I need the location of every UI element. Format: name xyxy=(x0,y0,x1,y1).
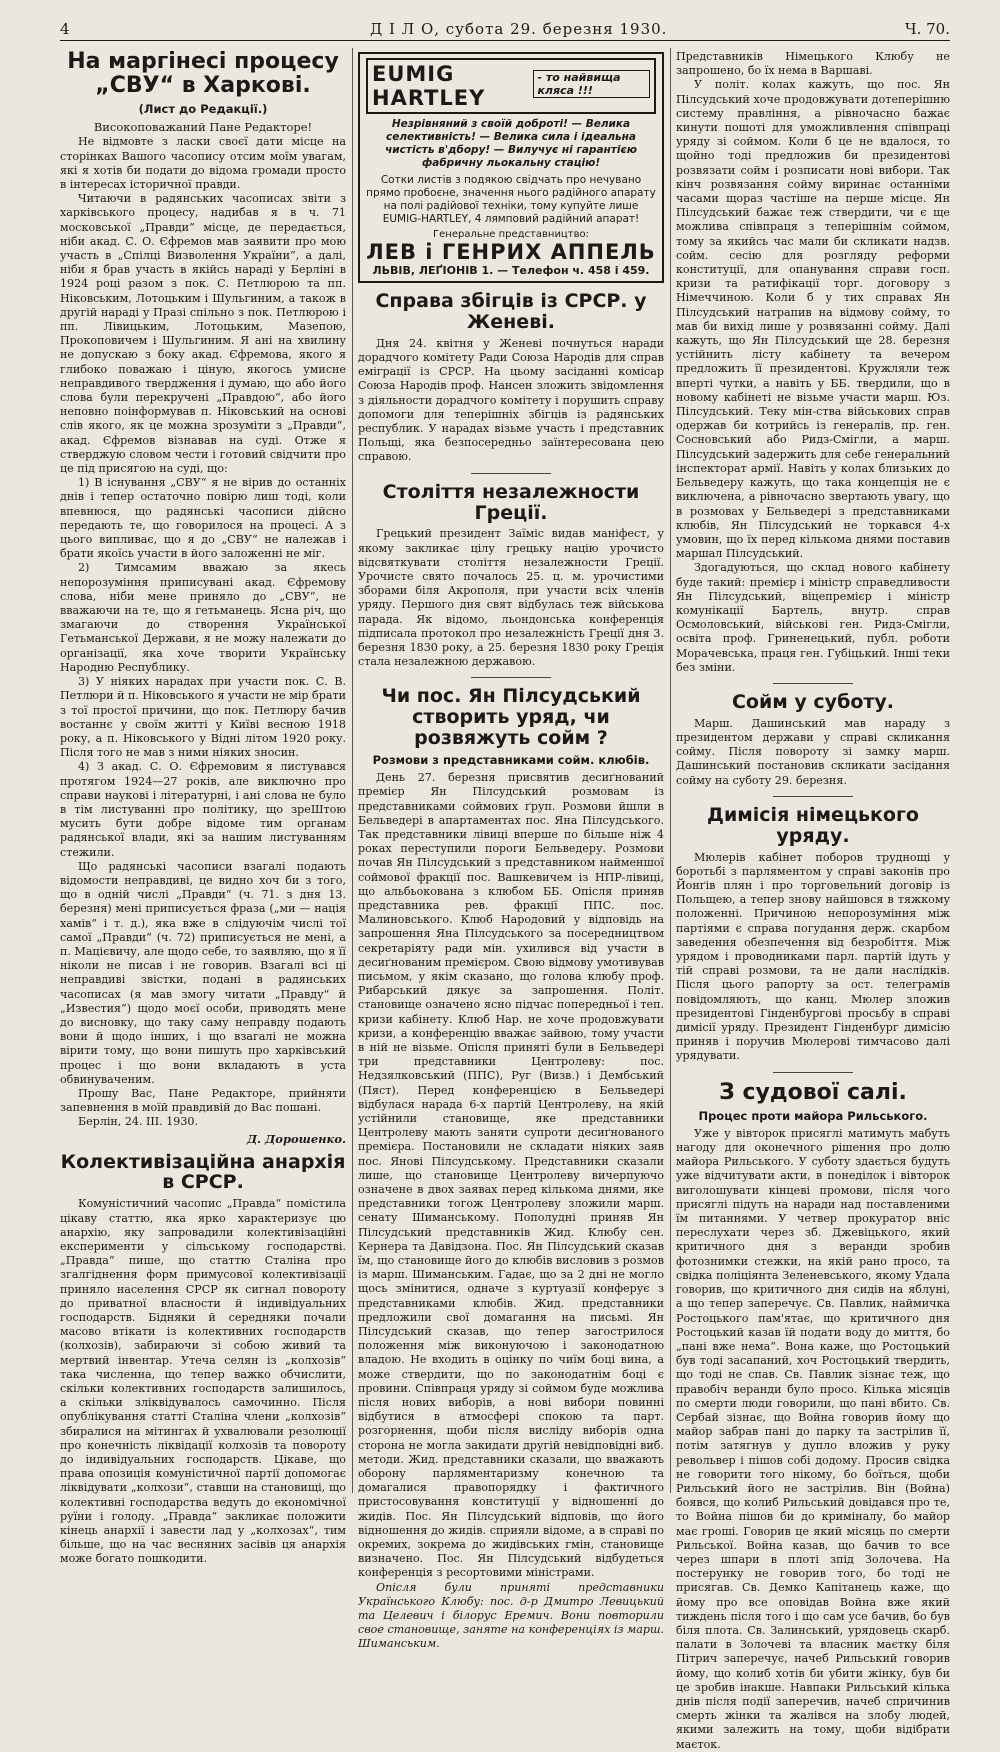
article-pilsudski-continued xyxy=(676,50,950,675)
article-collectivization xyxy=(60,1152,346,1567)
ad-description: Сотки листів з подякою свідчать про нечувано прямо пробоєне, значення нього радійного апарату на полі радійової техніки, тому купуйте лише EUMIG-HARTLEY, 4 лямповий радійний апарат! xyxy=(366,174,656,225)
paragraph: Марш. Дашинський мав нараду з президентом держави у справі скликання сойму. Після повороту зі замку марш. Дашинський постановив скликати засідання сойму на суботу 29. березня. xyxy=(676,716,950,787)
ad-address: ЛЬВІВ, ЛЕҐІОНІВ 1. — Телефон ч. 458 і 459. xyxy=(372,264,650,277)
paragraph: Грецький президент Заїміс видав маніфест, у якому закликає цілу грецьку націю урочисто відсвяткувати століття незалежности Греції. Урочисте свято почалось 25. ц. м. урочистими зборами біля Акрополя, при участи всіх членів уряду. Першого дня свят відбулась теж військова парада. Як відомо, льондонська конференція підписала протокол про незалежність Греції дня 3. березня 1830 року, а 25. березня 1830 року Греція стала незалежною державою. xyxy=(358,527,664,669)
paragraph: Не відмовте з ласки своєї дати місце на сторінках Вашого часопису отсим моїм увагам, які я хотів би подати до відома громади просто в інтересах історичної правди. xyxy=(60,135,346,191)
article-title: З судової салі. xyxy=(719,1079,907,1105)
ad-tagline: - то найвища кляса !!! xyxy=(533,70,650,98)
article-refugees xyxy=(358,291,664,465)
article-subtitle: Розмови з представниками сойм. клюбів. xyxy=(372,753,650,768)
paragraph: Прошу Вас, Пане Редакторе, прийняти запевнення в моїй правдивій до Вас пошані. xyxy=(60,1086,346,1115)
article-body xyxy=(60,135,346,1129)
column-2 xyxy=(358,50,664,1651)
paragraph: 2) Тимсамим вважаю за якесь непорозуміння приписувані акад. Єфремову слова, ніби мене приняло до „СВУ“, не вважаючи на те, що я гетьманець. Ясна річ, що змагаючи до створення Української Гетьманської Держави, я не можу належати до організації, яка хоче творити Українську Народню Республику. xyxy=(60,561,346,674)
article-body xyxy=(676,1127,950,1752)
article-body xyxy=(358,771,664,1652)
separator xyxy=(773,796,853,797)
column-rule xyxy=(352,48,353,1493)
separator xyxy=(773,1072,853,1073)
paragraph: Здогадуються, що склад нового кабінету буде такий: премієр і міністр справедливости Ян Пілсудський, віцепремієр і міністр комунікації Бартель, внутр. справ Осмоловський, військові ген. Ридз-Смігли, освіта проф. Гриненецький, публ. роботи Морачевська, праця ген. Губіцький. Інші теки без зміни. xyxy=(676,561,950,674)
radio-advertisement xyxy=(358,52,664,283)
paragraph: Що радянські часописи взагалі подають відомости неправдиві, це видно хоч би з того, що в одній числі „Правди“ (ч. 71. з дня 13. березня) мені приписується фраза („ми — нація хамів“ і т. д.), яка вже в слідуючім числі тої самої „Правди“ (ч. 72) приписується не мені, а п. Мацієвичу, але щодо себе, то заявляю, що я її ніколи не писав і не говорив. Взагалі всі ці неправдиві звістки, подані в радянських часописах (я мав змогу читати „Правду“ й „Известия“) щодо моєї особи, приводять мене до висновку, що таку саму неправду подають вони й щодо інших, і що взагалі не можна вірити тому, що вони пишуть про харківський процес і що вони вкладають в уста обвинуваченим. xyxy=(60,859,346,1086)
separator xyxy=(471,677,551,678)
paragraph: 4) З акад. С. О. Єфремовим я листувався протягом 1924—27 років, але виключно про справи наукові і літературні, і ані слова не було в тім листуванні про політику, що зреШтою мусить бути добре відоме тим органам радянської влади, які за нашим листуванням стежили. xyxy=(60,760,346,859)
article-body xyxy=(358,527,664,669)
column-3 xyxy=(676,50,950,1751)
article-body xyxy=(676,50,950,675)
ad-description: Незрівняний з своїй доброті! — Велика селективність! — Велика сила і ідеальна чистість в'дбору! — Вилучує ні гарантією фабричну льокальну стацію! xyxy=(385,118,637,169)
column-1 xyxy=(60,49,346,1566)
article-title: Сойм у суботу. xyxy=(731,690,895,713)
column-rule xyxy=(670,48,671,1493)
article-german-government xyxy=(676,805,950,1064)
article-title: Справа збігців із СРСР. у Женеві. xyxy=(375,290,647,333)
paragraph: 1) В існування „СВУ“ я не вірив до останніх днів і тепер остаточно повірю лиш тоді, коли впевнюся, що радянські часописи дійсно передають те, що говорилося на процесі. А з цього випливає, що я до „СВУ“ не належав і брати якоїсь участи в його заложенні не міг. xyxy=(60,476,346,561)
article-body xyxy=(358,337,664,465)
paragraph: Представників Німецького Клюбу не запрошено, бо їх нема в Варшаві. xyxy=(676,50,950,78)
paragraph: Мюлерів кабінет поборов труднощі у боротьбі з парляментом у справі законів про Йонґів плян і про торговельний договір із Польщею, а тепер знову найшовся в тяжкому положенні. Причиною непорозуміння між партіями є справа погудання держ. скарбом заведення обезпечення від безробіття. Між урядом і проводниками парл. партій ідуть у тій справі розмови, та не дали наслідків. Після цього рапорту за ост. телеграмів повідомляють, що канц. Мюлер зложив президентові Гінденбургові просьбу в справі димісії уряду. Президент Гінденбург димісію приняв і поручив Мюлерові тимчасово далі урядувати. xyxy=(676,850,950,1063)
paragraph: У політ. колах кажуть, що пос. Ян Пілсудський хоче продовжувати дотеперішню систему правління, а рівночасно бажає кинути пошоті для уможливлення співпраці уряду зі соймом. Коли б це не вдалося, то щойно тоді предложив би президентові розвязати сойм і розписати нові вибори. Так кінч розвязання сойму виринає останніми часами щораз частіше на перше місце. Ян Пілсудський бажає теж ствердити, чи є ще можлива співпраця з теперішнім соймом, тому за якийсь час мали би скликати надзв. сойм. сесію для розгляду реформи конституції, для опанування справи госп. кризи та ратифікації торг. договору з Німеччиною. Коли б у тих справах Ян Пілсудський натрапив на відмову сойму, то мав би вихід лише у розвязанні сойму. Далі кажуть, що Ян Пілсудський ще 28. березня устійнить лісту кабінету та вечером предложить її президентові. Кружляли теж вперті чутки, а навіть у ББ. твердили, що в новому кабінеті не візьме участи марш. Юз. Пілсудський. Теку мін-ства військових справ одержав би котрийсь із генералів, пр. ген. Сосновський або Ридз-Смігли, а марш. Пілсудський задержить для себе генеральний інспекторат армії. Навіть у колах близьких до Бельведеру кажуть, що така концепція не є виключена, а рівночасно звертають увагу, що в розмовах у Бельведері з представниками клюбів, Ян Пілсудський не торкався 4-х умовин, що їх перед кількома днями поставив маршал Пілсудський. xyxy=(676,78,950,561)
paragraph: Уже у вівторок присяглі матимуть мабуть нагоду для оконечного рішення про долю майора Рильського. У суботу здається будуть уже відчитувати акти, в понеділок і вівторок виголошувати кінцеві промови, після чого присяглі підуть на наради над поставленими їм питаннями. У четвер прокуратор вніс переслухати через зб. Джевіцького, який критичного дня з веранди зробив фотознимки стежки, на якій рано просо, та свідка поліціянта Зеленевського, якому Удала говорив, що критичного дня сидів на яблуні, а що тепер заперечує. Св. Павлик, наймичка Ростоцького пам'ятає, що критичного дня Ростоцький казав їй подати воду до миття, бо „пані вже нема“. Вона каже, що Ростоцький був тоді засапаний, хоч Ростоцький твердить, що тоді не спав. Св. Павлик зізнає теж, що правобіч веранди було просо. Кілька місяців по смерти люди говорили, що пані вбито. Св. Сербай зізнає, що Война говорив йому що майор забрав пані до парку та застрілив її, потім затягнув у дупло вложив у руку револьвер і пішов собі додому. Просив свідка не говорити того нікому, бо боїться, щоби Рильський його не застрілив. Він (Война) боявся, що колиб Рильський довідався про те, то Война пішов би до криміналу, бо майор має гроші. Говорив це який місяць по смерти Рильської. Война казав, що бачив то все через шпари в плоті зпід Золочева. На постерунку не говорив того, бо тоді не присягав. Св. Демко Капітанець каже, що йому про все оповідав Война вже який тиждень після того і що сам усе бачив, бо був біля плота. Св. Залинський, урядовець скарб. палати в Золочеві та власник маєтку біля Пітрич заперечує, начеб Рильський говорив йому, що колиб хотів би убити жінку, був би це зробив інакше. Навпаки Рильський кілька днів після події заперечив, начеб спричинив смерть жінки та жалівся на злобу людей, якими залежить на тому, щоби відібрати маєток. xyxy=(676,1126,950,1751)
article-title: Століття незалежности Греції. xyxy=(382,480,640,524)
article-title: Чи пос. Ян Пілсудський створить уряд, чи розвяжуть сойм ? xyxy=(381,685,641,750)
ad-firm: ЛЕВ і ГЕНРИХ АППЕЛЬ xyxy=(366,240,656,264)
paragraph: Читаючи в радянських часописах звіти з харківського процесу, надибав я в ч. 71 московської „Правди“ місце, де передається, ніби акад. С. О. Єфремов мав заявити про мою участь в „Спілці Визволення України“, а далі, ніби я брав участь в якійсь нараді у Берліні в 1924 році разом з пок. С. Петлюрою та пп. Ніковським, Лотоцьким і Шульгиним, а також в другій нараді у Празі спільно з пок. Петлюрою і пп. Лівицьким, Лотоцьким, Мазепою, Прокоповичем і Шульгиним. Я ані на хвилину не допускаю з боку акад. Єфремова, якого я глибоко поважаю і ціную, якогось умисне неправдивого твердження і думаю, що або його слова були перекручені „Правдою“, або його неповно поінформував п. Ніковський на основі слів якого, як це можна зрозуміти з „Правди“, акад. Єфремов візнавав на суді. Отже я стверджую словом чести і готовий свідчити про це під присягою на суді, що: xyxy=(60,192,346,476)
page-number: 4 xyxy=(60,20,70,38)
article-svu-letter xyxy=(60,50,346,1146)
ad-brand: EUMIG HARTLEY xyxy=(372,62,486,110)
article-title: На маргінесі процесу „СВУ“ в Харкові. xyxy=(67,49,339,99)
paragraph: Опісля були приняті представники Українського Клюбу: пос. д-р Дмитро Левицький та Целевич і білорус Еремич. Вони повторили свое становище, заняте на конференціях із марш. Шиманським. xyxy=(358,1580,664,1651)
paragraph: День 27. березня присвятив десиґнований премієр Ян Пілсудський розмовам із представниками соймових ґруп. Розмови йшли в Бельведері в апартаментах пос. Яна Пілсудського. Так представники лівиці вперше по більше ніж 4 роках переступили пороги Бельведеру. Розмови почав Ян Пілсудський з представником найменшої соймової фракції пос. Вашкевичем із НПР-лівиці, що альбьокована з клюбом ББ. Опісля приняв представника рев. фракції ППС. пос. Малиновського. Клюб Народовий у відповідь на запрошення Яна Пілсудського за посередництвом секретаріяту ради мін. ухилився від участи в десиґнованим премієром. Свою відмову умотивував письмом, у якім сказано, що голова клюбу проф. Рибарський дякує за запрошення. Політ. становище означено ясно підчас попередньої і теп. кризи кабінету. Клюб Нар. не хоче продовжувати кризи, а конференцію вважає зайвою, тому участи в ній не візьме. Опісля приняті були в Бельведері три представники Центролеву: пос. Недзялковський (ППС), Руг (Визв.) і Дембський (Пяст). Перед конференцією в Бельведері відбулася нарада 6-х партій Центролеву, на якій устійнили становище, яке представники Центролеву мають заняти супроти десиґнованого премієра. Постановили не складати ніяких заяв пос. Янові Пілсудському. Представники сказали лише, що становище Центролеву вичерпуючо означене в двох заявах перед кількома днями, яке представники тогож Центролеву зложили марш. сенату Шиманському. Пополудні приняв Ян Пілсудський представників Жид. Клюбу сен. Кернера та Давідзона. Пос. Ян Пілсудський сказав їм, що становище його до клюбів висловив з розмов із марш. Шиманським. Гадає, що за 2 дні не могло щось змінитися, одначе з куртуазії конферує з представниками клюбів. Жид. представники предложили свої домагання на письмі. Ян Пілсудський сказав, що тепер загострилося положення між виконуючою і законодатною владою. Не входить в оцінку по чиїм боці вина, а може ствердити, що по законодатнім боці є провини. Співпраця уряду зі соймом буде можлива після нових виборів, а нові вибори повинні відбутися в атмосфері спокою та парт. розгорнення, щоби після висліду виборів одна сторона не могла закидати другій невідповідні виб. методи. Жид. представники сказали, що вважають оборону парляментаризму конечною та домагалися правопорядку і фактичного пристосовування конституції у відношенні до жидів. Пос. Ян Пілсудський відповів, що його відношення до жидів. сприяли відоме, а в справі по окремих, зокрема до жидівських гмін, становище визначено. Пос. Ян Пілсудський відбудеться конференція з ресортовими міністрами. xyxy=(358,771,664,1580)
article-body xyxy=(60,1197,346,1566)
article-subtitle: (Лист до Редакції.) xyxy=(138,102,268,117)
article-title: Колективізаційна анархія в СРСР. xyxy=(60,1150,346,1194)
article-sejm-saturday xyxy=(676,692,950,788)
paragraph: Дня 24. квітня у Женеві почнуться наради дорадчого комітету Ради Союза Народів для справ еміграції із СРСР. На цьому засіданні комісар Союза Народів проф. Нансен зложить звідомлення з діяльности дорадчого комітету і порушить справу допомоги для теперішніх збігців із радянських республик. У нарадах візьме участь і представник Польщі, яка безпосередньо заїнтересована цею справою. xyxy=(358,336,664,464)
masthead: Д І Л О, субота 29. березня 1930. xyxy=(370,20,668,38)
article-courtroom xyxy=(676,1081,950,1752)
article-title: Димісія німецького уряду. xyxy=(707,803,919,847)
separator xyxy=(773,683,853,684)
article-pilsudski xyxy=(358,686,664,1651)
signature: Д. Дорошенко. xyxy=(246,1131,346,1146)
ad-rep-label: Генеральне представництво: xyxy=(433,229,589,240)
article-body xyxy=(676,851,950,1064)
paragraph: Берлін, 24. III. 1930. xyxy=(78,1115,198,1129)
issue-number: Ч. 70. xyxy=(905,20,950,38)
article-subtitle: Процес проти майора Рильського. xyxy=(698,1108,928,1123)
article-body xyxy=(676,717,950,788)
paragraph: Комуністичний часопис „Правда“ помістила цікаву статтю, яка ярко характеризує цю анархію, яку запровадили колективізаційні експерименти у сільському господарстві. „Правда“ пише, що статтю Сталіна про згалгіднення форм примусової колективізації приняло населення СРСР як сигнал повороту до приватної власности й індивідуальних господарств. Бідняки й середняки почали масово втікати із колективних господарств (колхозів), забираючи зі собою живий та мертвий інвентар. Утеча селян із „колхозів“ така численна, що тепер важко обчислити, скільки колективних господарств залишилось, а скільки зліквідувалось самочинно. Після опублікування статті Сталіна члени „колхозів“ збиралися на мітингах й ухвалювали резолюції про конечність ліквідації колхозів та повороту до індивідуальних господарств. Цікаве, що права опозиція комуністичної партії допомогає ліквідувати „колхози“, ставши на становищі, що колективні господарства ведуть до економічної руїни і голоду. „Правда“ закликає положити кінець анархії і завести лад у „колхозах“, тим більше, що на час весняних засівів ця анархія може богато пошкодити. xyxy=(60,1197,346,1566)
page-header xyxy=(60,18,950,41)
greeting: Високоповажаний Пане Редакторе! xyxy=(93,120,313,135)
paragraph: 3) У ніяких нарадах при участи пок. С. В. Петлюри й п. Ніковського я участи не мір брати з тої простої причини, що пок. Петлюру бачив востаннє у своїм житті у Київі весною 1918 року, а п. Ніковського у Відні літом 1920 року. Після того не мав з ними ніяких зносин. xyxy=(60,675,346,760)
separator xyxy=(471,473,551,474)
ad-brand-box xyxy=(366,58,656,114)
article-greece xyxy=(358,482,664,670)
